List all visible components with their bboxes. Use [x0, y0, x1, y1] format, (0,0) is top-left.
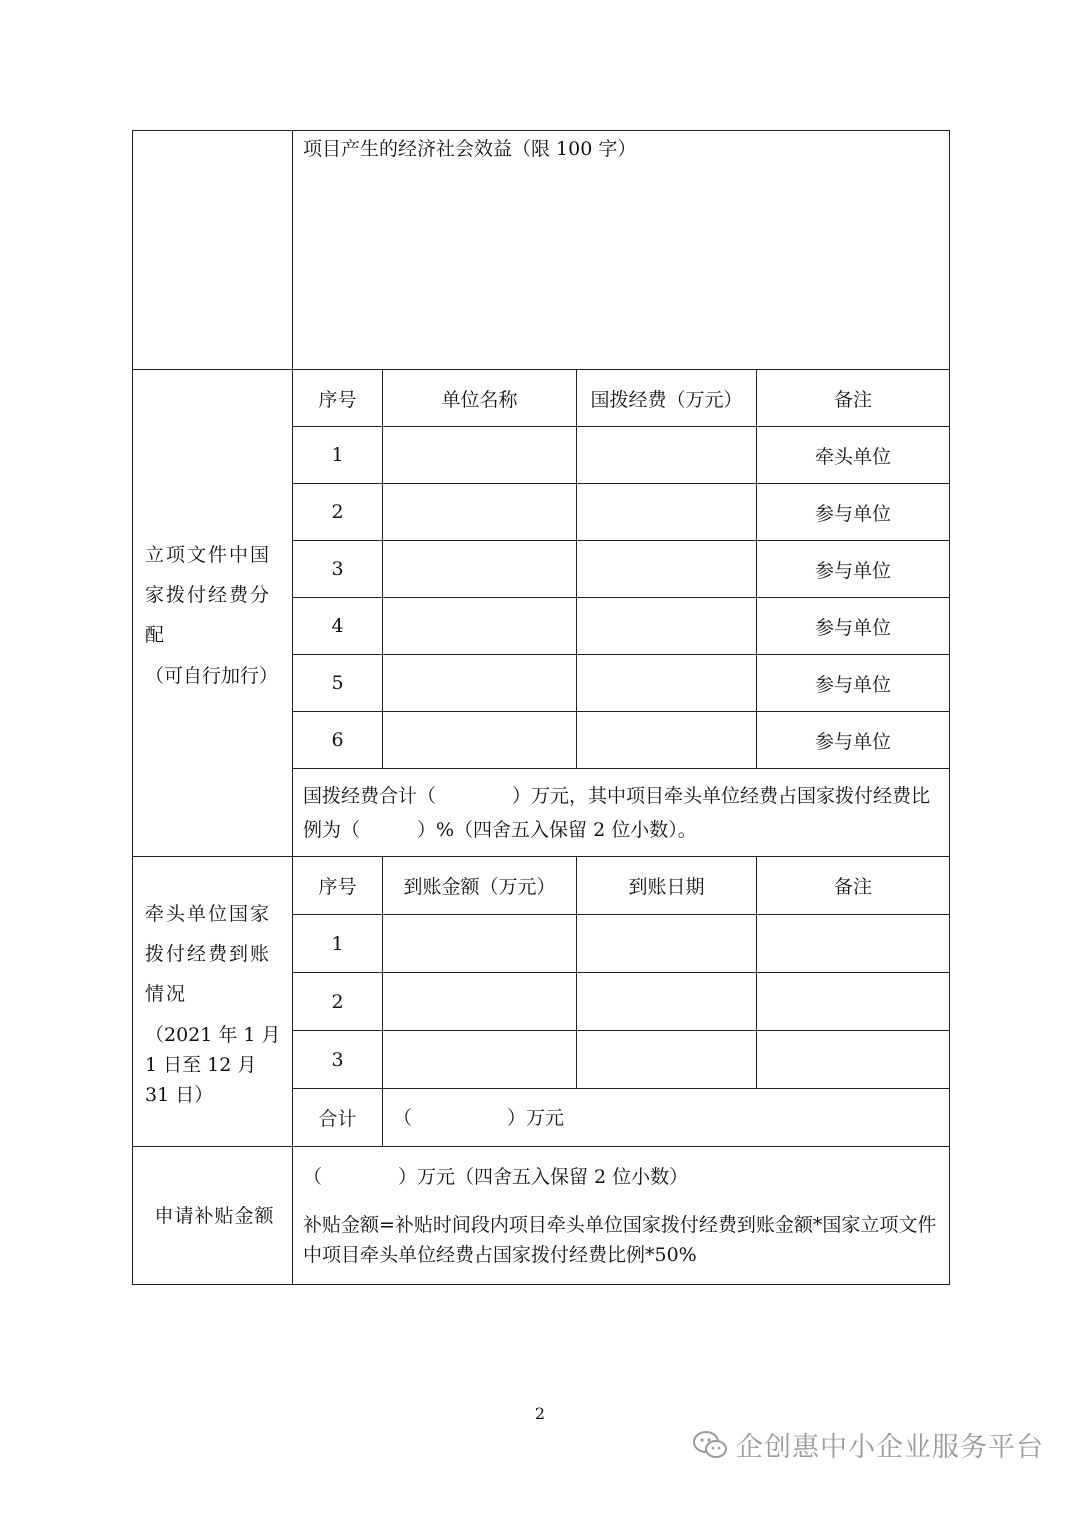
- allocation-section-label: [133, 370, 293, 857]
- benefit-row: [133, 131, 950, 370]
- arrival-remark-input[interactable]: [757, 1031, 950, 1089]
- arrival-amount-input[interactable]: [383, 1031, 577, 1089]
- allocation-note: （可自行加行）: [145, 665, 279, 687]
- arrival-date-input[interactable]: [577, 973, 757, 1031]
- allocation-unit-name-input[interactable]: [383, 427, 577, 484]
- arrival-date-input[interactable]: [577, 915, 757, 973]
- arrival-remark-input[interactable]: [757, 915, 950, 973]
- allocation-funding-input[interactable]: [577, 655, 757, 712]
- arrival-period: （2021 年 1 月 1 日至 12 月 31 日）: [145, 1023, 281, 1106]
- arrival-total-label: 合计: [293, 1089, 383, 1147]
- allocation-header-remark: 备注: [757, 370, 950, 427]
- allocation-row-no: 1: [293, 427, 383, 484]
- arrival-amount-input[interactable]: [383, 915, 577, 973]
- arrival-header-amount: 到账金额（万元）: [383, 857, 577, 915]
- allocation-unit-name-input[interactable]: [383, 598, 577, 655]
- arrival-total-value[interactable]: （ ）万元: [383, 1089, 950, 1147]
- arrival-header-remark: 备注: [757, 857, 950, 915]
- allocation-funding-input[interactable]: [577, 712, 757, 769]
- allocation-summary[interactable]: 国拨经费合计（ ）万元，其中项目牵头单位经费占国家拨付经费比例为（ ）%（四舍五入保留 2 位小数）。: [293, 769, 950, 857]
- allocation-funding-input[interactable]: [577, 541, 757, 598]
- application-form-table: [132, 130, 950, 1285]
- allocation-funding-input[interactable]: [577, 598, 757, 655]
- allocation-row-no: 4: [293, 598, 383, 655]
- allocation-unit-name-input[interactable]: [383, 541, 577, 598]
- allocation-unit-name-input[interactable]: [383, 484, 577, 541]
- arrival-title: 牵头单位国家拨付经费到账情况: [145, 902, 272, 1005]
- arrival-header-no: 序号: [293, 857, 383, 915]
- apply-row: [133, 1147, 950, 1285]
- benefit-label: 项目产生的经济社会效益（限 100 字）: [303, 138, 637, 160]
- watermark: [692, 1425, 1044, 1464]
- benefit-input-cell[interactable]: [293, 131, 950, 370]
- allocation-row-remark: 参与单位: [757, 541, 950, 598]
- allocation-row-no: 3: [293, 541, 383, 598]
- allocation-row-remark: 参与单位: [757, 655, 950, 712]
- allocation-funding-input[interactable]: [577, 427, 757, 484]
- allocation-row-remark: 参与单位: [757, 598, 950, 655]
- arrival-row-no: 2: [293, 973, 383, 1031]
- arrival-row-no: 1: [293, 915, 383, 973]
- allocation-unit-name-input[interactable]: [383, 655, 577, 712]
- allocation-row-remark: 牵头单位: [757, 427, 950, 484]
- allocation-header-unit-name: 单位名称: [383, 370, 577, 427]
- allocation-row-remark: 参与单位: [757, 712, 950, 769]
- allocation-funding-input[interactable]: [577, 484, 757, 541]
- allocation-row-no: 5: [293, 655, 383, 712]
- arrival-row-no: 3: [293, 1031, 383, 1089]
- allocation-unit-name-input[interactable]: [383, 712, 577, 769]
- allocation-row-remark: 参与单位: [757, 484, 950, 541]
- allocation-header-row: [133, 370, 950, 427]
- allocation-header-no: 序号: [293, 370, 383, 427]
- arrival-remark-input[interactable]: [757, 973, 950, 1031]
- watermark-text: 企创惠中小企业服务平台: [736, 1432, 1044, 1463]
- apply-title: 申请补贴金额: [133, 1147, 293, 1285]
- allocation-row-no: 2: [293, 484, 383, 541]
- apply-formula: 补贴金额=补贴时间段内项目牵头单位国家拨付经费到账金额*国家立项文件中项目牵头单位经费占国家拨付经费比例*50%: [303, 1213, 937, 1266]
- allocation-title: 立项文件中国家拨付经费分配: [145, 544, 272, 646]
- apply-content-cell[interactable]: [293, 1147, 950, 1285]
- apply-amount: （ ）万元（四舍五入保留 2 位小数）: [303, 1165, 689, 1188]
- page-number: 2: [534, 1404, 546, 1423]
- arrival-section-label: [133, 857, 293, 1147]
- arrival-amount-input[interactable]: [383, 973, 577, 1031]
- arrival-header-date: 到账日期: [577, 857, 757, 915]
- arrival-date-input[interactable]: [577, 1031, 757, 1089]
- allocation-row-no: 6: [293, 712, 383, 769]
- allocation-header-funding: 国拨经费（万元）: [577, 370, 757, 427]
- benefit-label-empty-cell: [133, 131, 293, 370]
- arrival-header-row: [133, 857, 950, 915]
- wechat-icon: [692, 1430, 728, 1460]
